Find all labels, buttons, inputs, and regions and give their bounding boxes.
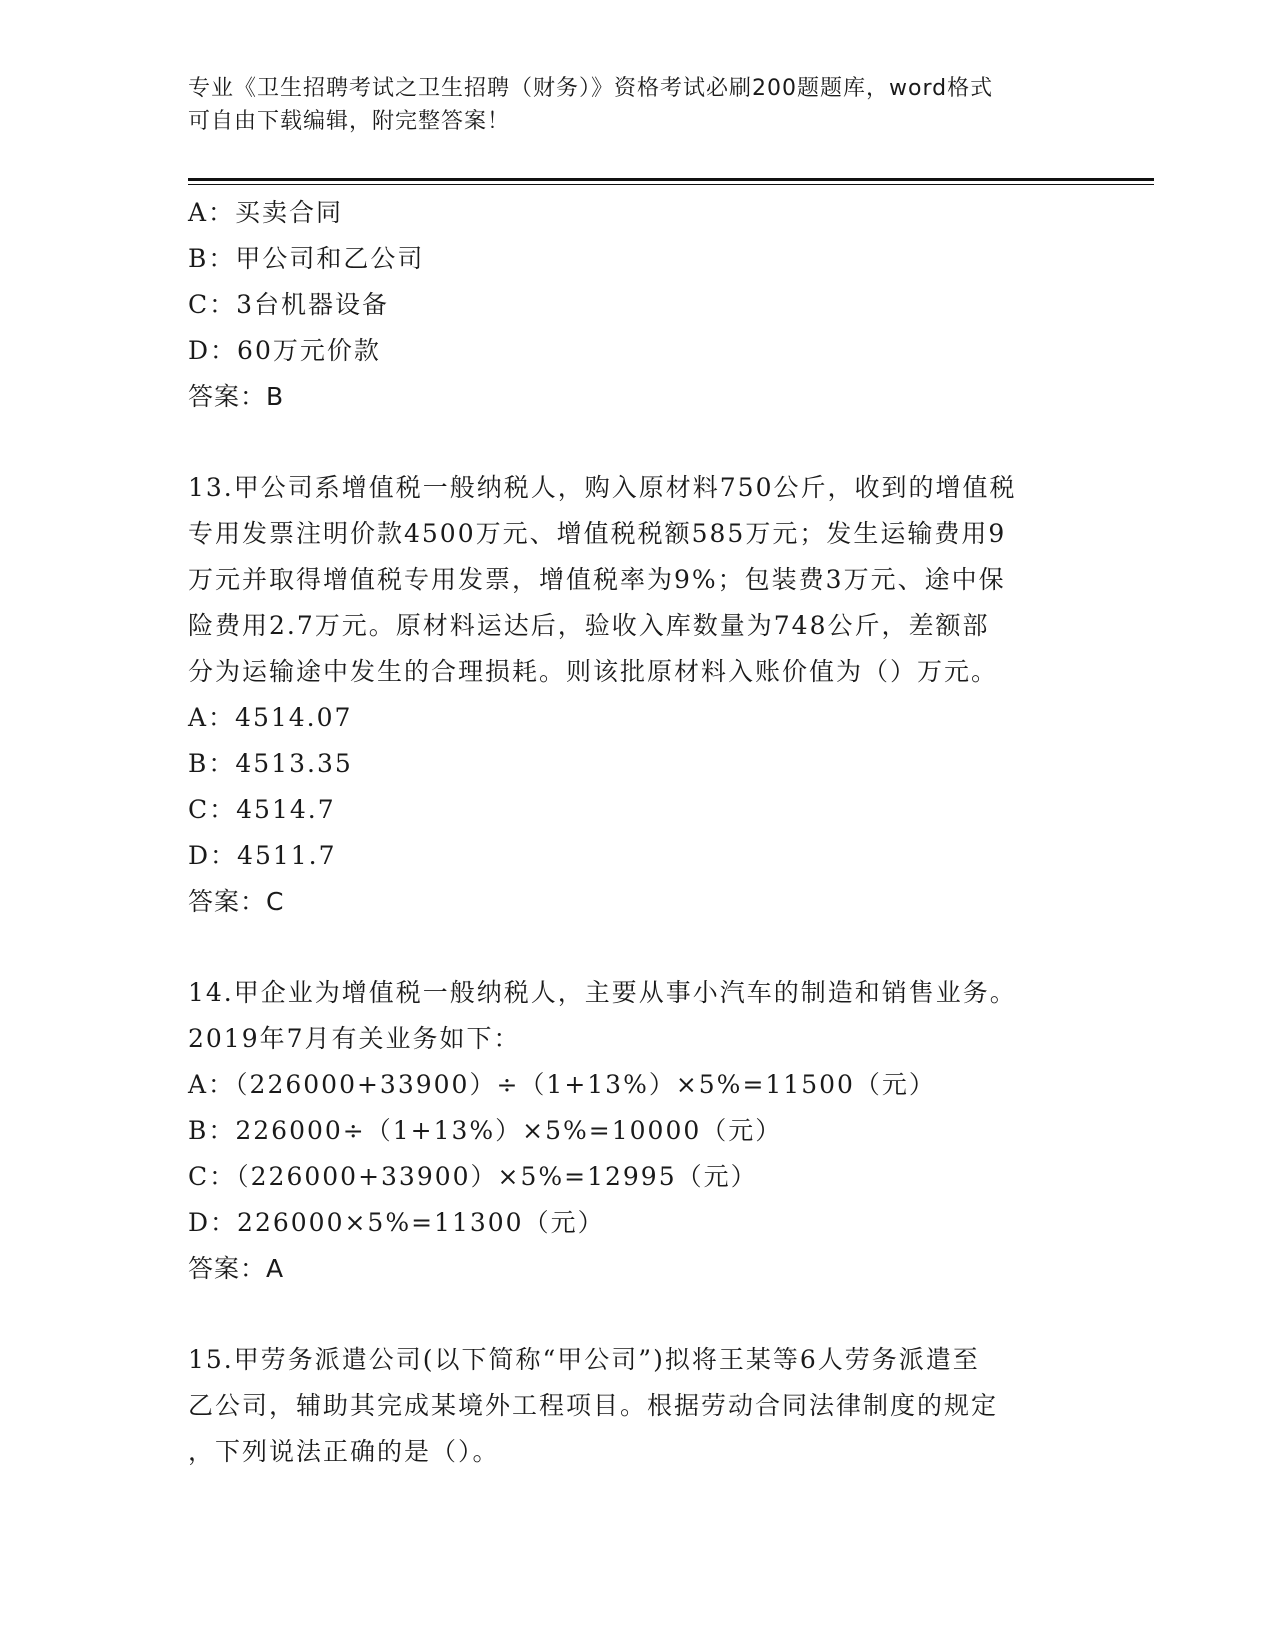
- q13-stem-line-5: 分为运输途中发生的合理损耗。则该批原材料入账价值为（）万元。: [188, 657, 999, 686]
- q15-stem-line-1: 15.甲劳务派遣公司(以下简称“甲公司”)拟将王某等6人劳务派遣至: [188, 1345, 980, 1374]
- header-title-line-1: 专业《卫生招聘考试之卫生招聘（财务）》资格考试必刷200题题库，word格式: [188, 76, 994, 101]
- question-14-block: [188, 970, 1088, 1292]
- q13-option-c: C：4514.7: [188, 795, 336, 824]
- q15-stem-line-3: ，下列说法正确的是（）。: [188, 1437, 500, 1466]
- q13-stem-line-1: 13.甲公司系增值税一般纳税人，购入原材料750公斤，收到的增值税: [188, 473, 1017, 502]
- question-15-block: [188, 1337, 1088, 1475]
- document-header: [188, 72, 1078, 138]
- q14-option-c: C：（226000+33900）×5%=12995（元）: [188, 1162, 758, 1191]
- q12-option-c: C：3台机器设备: [188, 290, 390, 319]
- question-12-block: [188, 190, 1088, 420]
- q13-stem-line-4: 险费用2.7万元。原材料运达后，验收入库数量为748公斤，差额部: [188, 611, 990, 640]
- q12-answer: 答案：B: [188, 382, 285, 411]
- q13-stem-line-2: 专用发票注明价款4500万元、增值税税额585万元；发生运输费用9: [188, 519, 1007, 548]
- header-divider-thick: [188, 178, 1154, 181]
- q14-answer: 答案：A: [188, 1254, 285, 1283]
- q14-option-b: B：226000÷（1+13%）×5%=10000（元）: [188, 1116, 783, 1145]
- q13-answer: 答案：C: [188, 887, 285, 916]
- q12-option-b: B：甲公司和乙公司: [188, 244, 425, 273]
- q14-option-d: D：226000×5%=11300（元）: [188, 1208, 605, 1237]
- q14-stem-line-1: 14.甲企业为增值税一般纳税人，主要从事小汽车的制造和销售业务。: [188, 978, 1017, 1007]
- q13-option-b: B：4513.35: [188, 749, 353, 778]
- question-13-block: [188, 465, 1088, 925]
- q12-option-d: D：60万元价款: [188, 336, 381, 365]
- document-body: [188, 190, 1088, 1475]
- q14-stem-line-2: 2019年7月有关业务如下：: [188, 1024, 521, 1053]
- q13-stem-line-3: 万元并取得增值税专用发票，增值税率为9%；包装费3万元、途中保: [188, 565, 1006, 594]
- q14-option-a: A：（226000+33900）÷（1+13%）×5%=11500（元）: [188, 1070, 936, 1099]
- q13-option-a: A：4514.07: [188, 703, 353, 732]
- q12-option-a: A：买卖合同: [188, 198, 344, 227]
- section-gap: [188, 925, 1088, 970]
- section-gap: [188, 420, 1088, 465]
- header-title-line-2: 可自由下载编辑，附完整答案！: [188, 109, 511, 134]
- section-gap: [188, 1292, 1088, 1337]
- q15-stem-line-2: 乙公司，辅助其完成某境外工程项目。根据劳动合同法律制度的规定: [188, 1391, 999, 1420]
- q13-option-d: D：4511.7: [188, 841, 337, 870]
- header-divider-thin: [188, 184, 1154, 185]
